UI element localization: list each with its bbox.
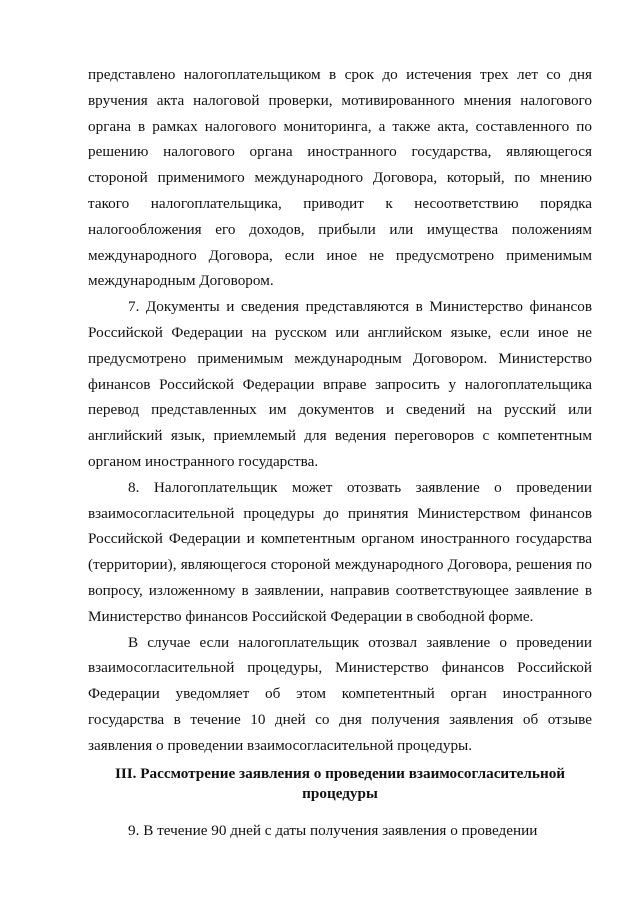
paragraph-9: 9. В течение 90 дней с даты получения заявления о проведении <box>128 821 538 839</box>
section-heading: III. Рассмотрение заявления о проведении взаимосогласительной процедуры <box>114 764 566 802</box>
paragraph-7: 7. Документы и сведения представляются в Министерство финансов Российской Федерации на русском или английском языке, если иное не предусмотрено применимым международным Договором. Министерство финансов Российской Федерации вправе запросить у налогоплательщика перевод представленных им документов и сведений на русский или английский язык, приемлемый для ведения переговоров с компетентным органом иностранного государства. <box>88 298 592 470</box>
document-page <box>88 62 592 843</box>
paragraph-8: 8. Налогоплательщик может отозвать заявление о проведении взаимосогласительной процедуры до принятия Министерством финансов Российской Федерации и компетентным органом иностранного государства (территории), являющегося стороной международного Договора, решения по вопросу, изложенному в заявлении, направив соответствующее заявление в Министерство финансов Российской Федерации в свободной форме. <box>88 478 592 625</box>
paragraph-continuation: представлено налогоплательщиком в срок до истечения трех лет со дня вручения акта налоговой проверки, мотивированного мнения налогового органа в рамках налогового мониторинга, а также акта, составленного по решению налогового органа иностранного государства, являющегося стороной применимого международного Договора, который, по мнению такого налогоплательщика, приводит к несоответствию порядка налогообложения его доходов, прибыли или имущества положениям международного Договора, если иное не предусмотрено применимым международным Договором. <box>88 66 592 290</box>
paragraph-8-withdrawal: В случае если налогоплательщик отозвал заявление о проведении взаимосогласительной процедуры, Министерство финансов Российской Федерации уведомляет об этом компетентный орган иностранного государства в течение 10 дней со дня получения заявления об отзыве заявления о проведении взаимосогласительной процедуры. <box>88 633 592 754</box>
